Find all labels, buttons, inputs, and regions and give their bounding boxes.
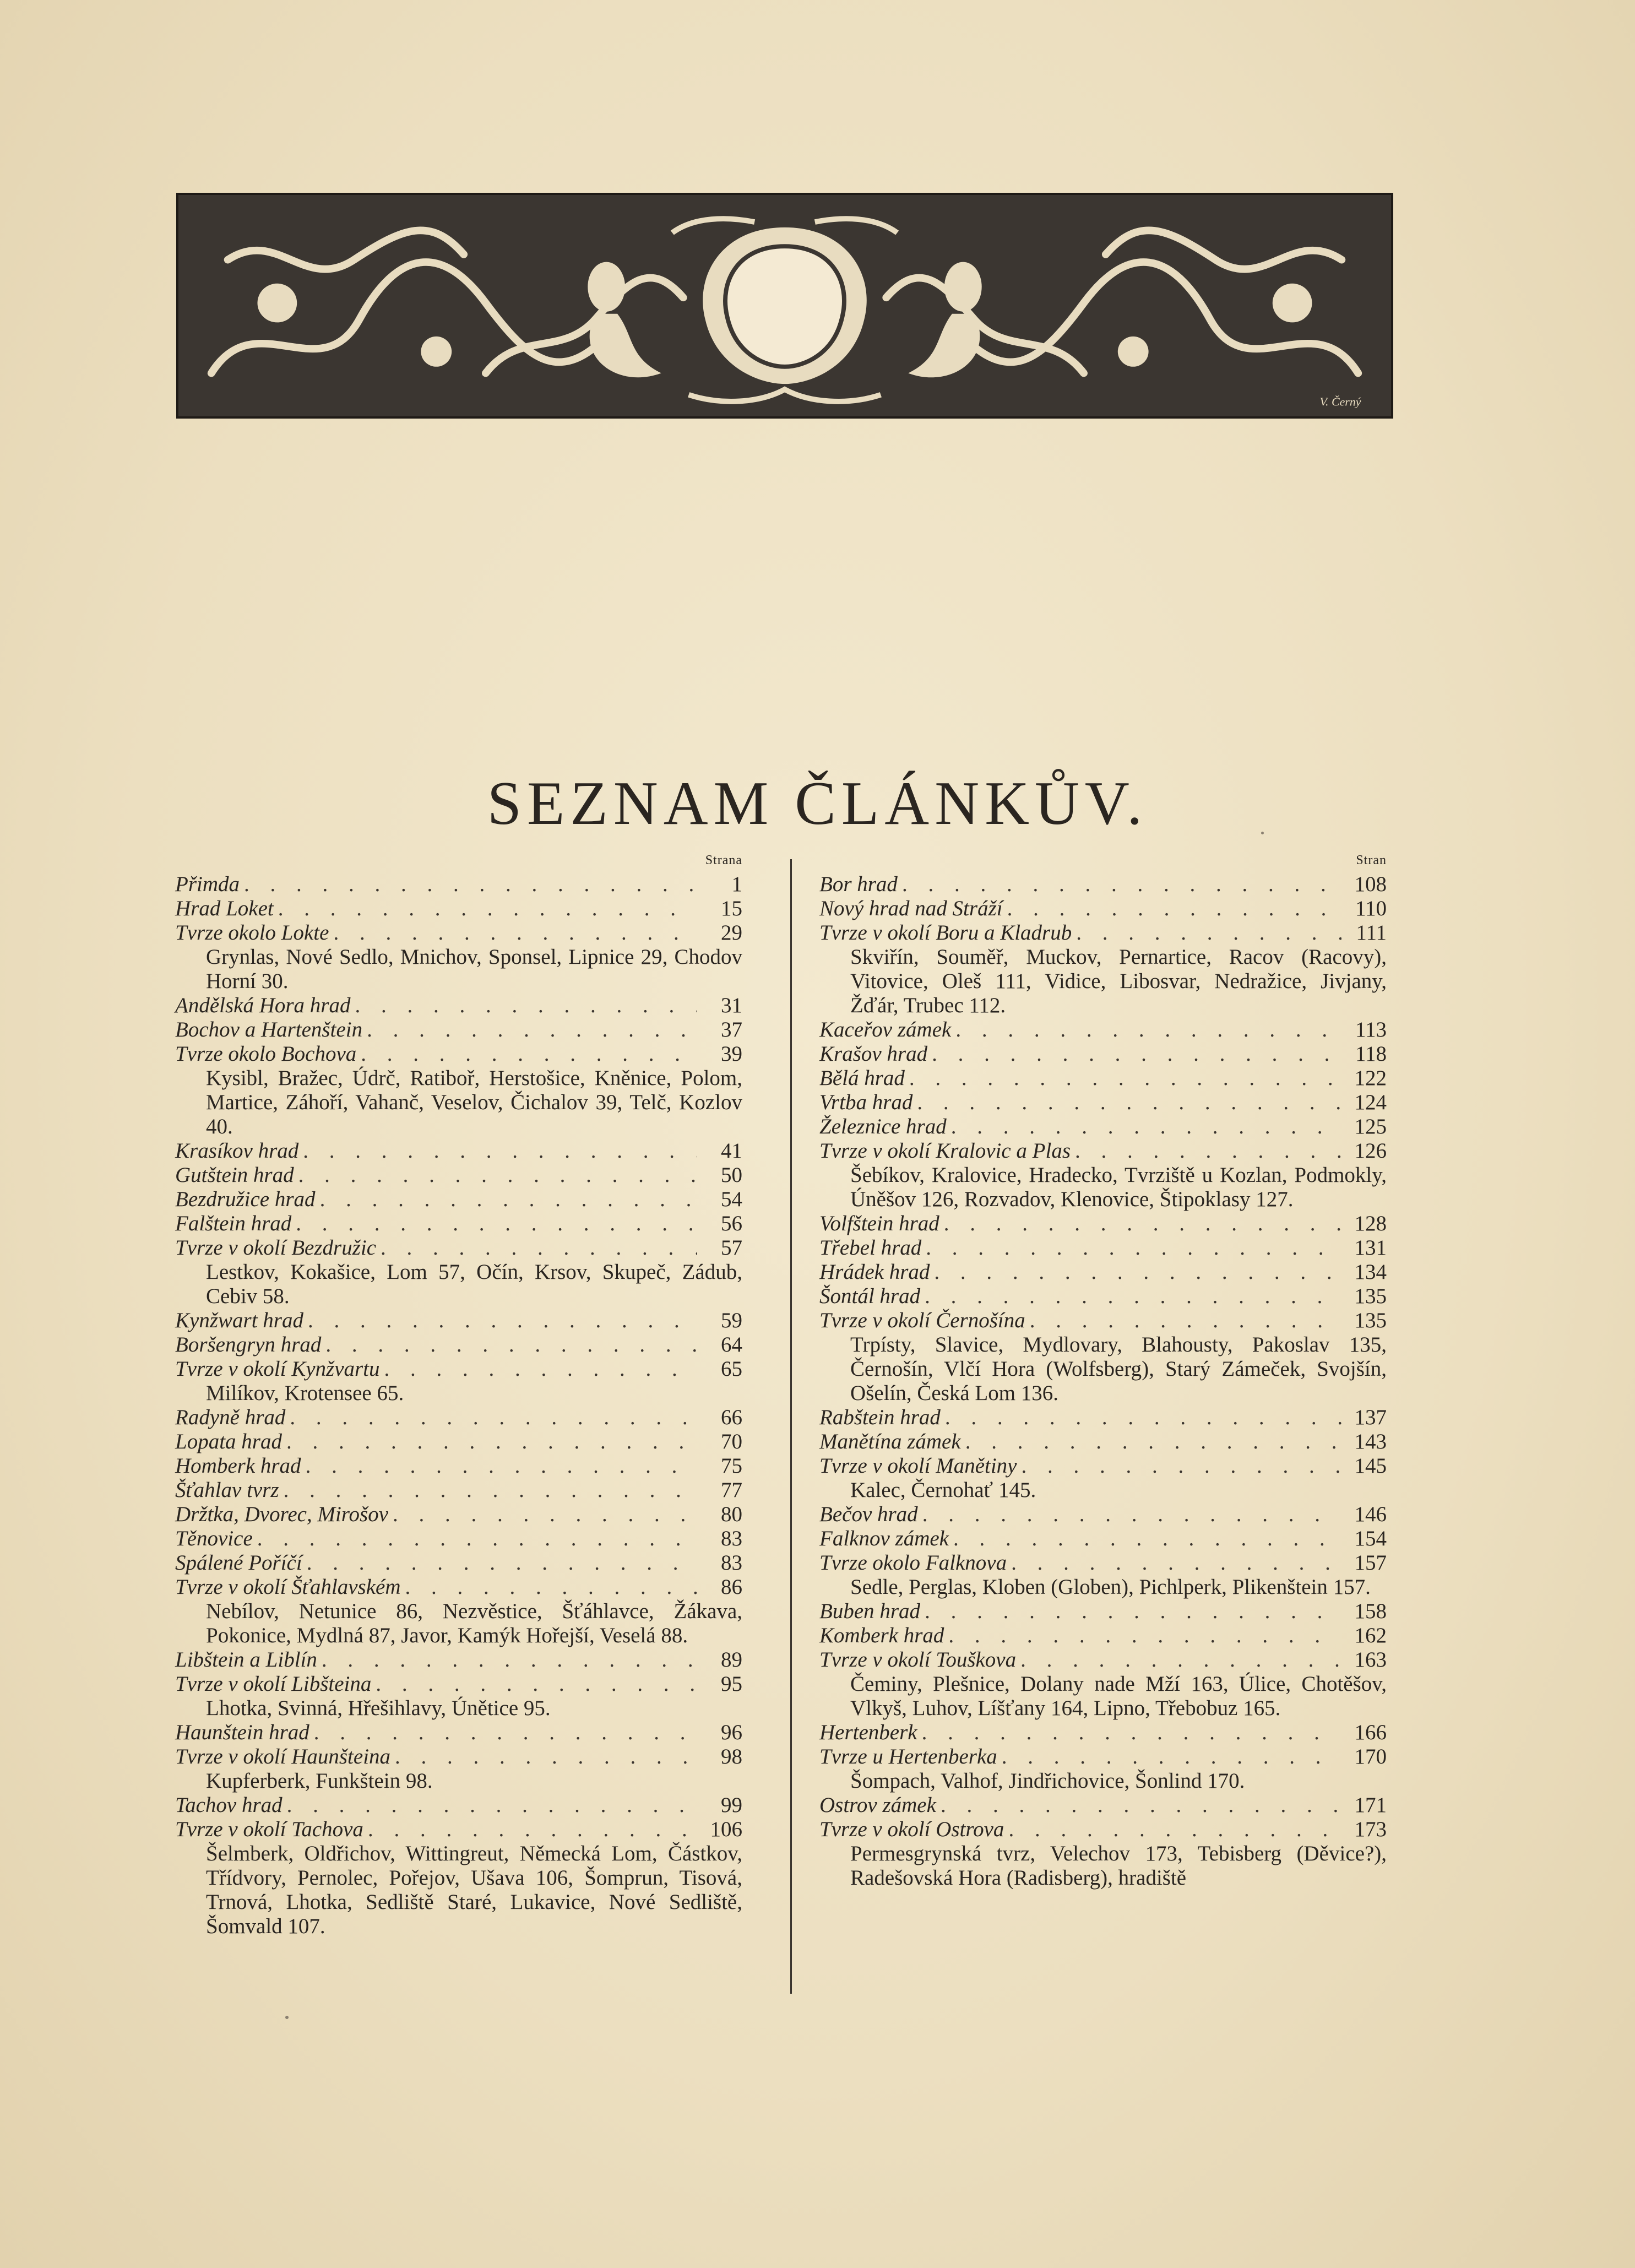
dot-leader — [953, 1527, 1341, 1551]
toc-entry — [175, 1212, 742, 1236]
page-title: SEZNAM ČLÁNKŮV. — [487, 769, 1148, 838]
toc-entry — [175, 897, 742, 921]
dot-leader — [951, 1115, 1341, 1139]
entry-page-number: 15 — [721, 897, 742, 920]
entry-page-number: 106 — [710, 1817, 742, 1841]
dot-leader — [308, 1309, 697, 1333]
toc-entry — [819, 1745, 1387, 1769]
toc-entry — [819, 1527, 1387, 1551]
entry-sublist: Šelmberk, Oldřichov, Wittingreut, Německá Lom, Částkov, Třídvory, Pernolec, Pořejov, Ušava 106, Šomprun, Tisová, Trnová, Lhotka, Sedliště Staré, Lukavice, Nové Sedliště, Šomvald 107. — [206, 1842, 742, 1938]
entry-title: Tvrze okolo Bochova — [175, 1042, 357, 1066]
entry-page-number: 154 — [1354, 1527, 1387, 1550]
toc-entry — [175, 1139, 742, 1163]
entry-sublist: Kysibl, Bražec, Údrč, Ratiboř, Herstošice, Kněnice, Polom, Martice, Záhoří, Vahanč, Veselov, Čichalov 39, Telč, Kozlov 40. — [206, 1066, 742, 1138]
entry-page-number: 146 — [1354, 1502, 1387, 1526]
dot-leader — [290, 1406, 697, 1430]
toc-entry — [175, 1502, 742, 1527]
entry-title: Manětína zámek — [819, 1430, 961, 1453]
dot-leader — [381, 1236, 697, 1260]
entry-page-number: 125 — [1354, 1115, 1387, 1138]
dot-leader — [925, 1284, 1341, 1309]
entry-page-number: 171 — [1354, 1793, 1387, 1817]
entry-title: Tvrze v okolí Touškova — [819, 1648, 1017, 1672]
entry-title: Hrádek hrad — [819, 1260, 930, 1284]
toc-entry — [175, 1309, 742, 1333]
entry-page-number: 37 — [721, 1018, 742, 1041]
toc-entry — [175, 1454, 742, 1478]
ornament-icon — [178, 195, 1391, 416]
dot-leader — [1002, 1745, 1341, 1769]
entry-page-number: 41 — [721, 1139, 742, 1163]
toc-entry — [819, 872, 1387, 897]
column-header: Stran — [1356, 853, 1387, 867]
entry-title: Kynžwart hrad — [175, 1309, 303, 1332]
entry-title: Bělá hrad — [819, 1066, 905, 1090]
toc-entry — [819, 897, 1387, 921]
entry-page-number: 64 — [721, 1333, 742, 1357]
entry-page-number: 157 — [1354, 1551, 1387, 1575]
toc-entry — [819, 1115, 1387, 1139]
toc-entry — [175, 1527, 742, 1551]
entry-title: Tvrze v okolí Kynžvartu — [175, 1357, 380, 1381]
entry-title: Spálené Poříčí — [175, 1551, 302, 1575]
entry-title: Homberk hrad — [175, 1454, 301, 1478]
dot-leader — [286, 1430, 697, 1454]
dot-leader — [1011, 1551, 1341, 1575]
dot-leader — [367, 1018, 697, 1042]
toc-entry — [819, 1260, 1387, 1284]
dot-leader — [368, 1817, 697, 1842]
dot-leader — [1007, 897, 1341, 921]
entry-page-number: 57 — [721, 1236, 742, 1260]
entry-page-number: 145 — [1354, 1454, 1387, 1478]
dot-leader — [361, 1042, 697, 1066]
entry-page-number: 118 — [1355, 1042, 1387, 1066]
toc-entry — [819, 1284, 1387, 1309]
toc-entry — [175, 1430, 742, 1454]
dot-leader — [325, 1333, 697, 1357]
dot-leader — [948, 1624, 1341, 1648]
entry-page-number: 99 — [721, 1793, 742, 1817]
dot-leader — [932, 1042, 1341, 1066]
entry-title: Lopata hrad — [175, 1430, 282, 1453]
entry-title: Tvrze v okolí Manětiny — [819, 1454, 1017, 1478]
toc-entry — [175, 1163, 742, 1187]
entry-title: Rabštein hrad — [819, 1406, 941, 1429]
entry-page-number: 83 — [721, 1551, 742, 1575]
entry-title: Haunštein hrad — [175, 1721, 309, 1744]
toc-entry — [819, 1236, 1387, 1260]
dot-leader — [244, 872, 697, 897]
dot-leader — [941, 1793, 1341, 1817]
dot-leader — [296, 1212, 697, 1236]
entry-page-number: 173 — [1354, 1817, 1387, 1841]
toc-column-left — [175, 848, 742, 1939]
dot-leader — [1021, 1454, 1341, 1478]
entry-page-number: 66 — [721, 1406, 742, 1429]
entry-title: Falštein hrad — [175, 1212, 292, 1235]
toc-entry — [819, 1430, 1387, 1454]
entry-title: Hertenberk — [819, 1721, 917, 1744]
entry-sublist: Čeminy, Plešnice, Dolany nade Mží 163, Úlice, Chotěšov, Vlkyš, Luhov, Líšťany 164, Lipno, Třebobuz 165. — [850, 1672, 1387, 1720]
entry-title: Bečov hrad — [819, 1502, 918, 1526]
entry-page-number: 158 — [1354, 1599, 1387, 1623]
toc-entry — [175, 1236, 742, 1260]
entry-page-number: 163 — [1354, 1648, 1387, 1672]
entry-page-number: 31 — [721, 994, 742, 1017]
column-header: Strana — [705, 853, 742, 867]
entry-title: Šontál hrad — [819, 1284, 921, 1308]
dot-leader — [284, 1478, 697, 1502]
toc-entry — [819, 1599, 1387, 1624]
dot-leader — [1076, 921, 1341, 945]
entry-page-number: 131 — [1354, 1236, 1387, 1260]
toc-entry — [819, 1406, 1387, 1430]
entry-title: Gutštein hrad — [175, 1163, 294, 1187]
toc-entry — [819, 1454, 1387, 1478]
toc-entry — [819, 1090, 1387, 1115]
entry-page-number: 56 — [721, 1212, 742, 1235]
entry-page-number: 110 — [1355, 897, 1387, 920]
toc-entry — [175, 1551, 742, 1575]
entry-sublist: Skviřín, Souměř, Muckov, Pernartice, Racov (Racovy), Vitovice, Oleš 111, Vidice, Libosvar, Nedražice, Jivjany, Žďár, Trubec 112. — [850, 945, 1387, 1017]
dot-leader — [926, 1236, 1341, 1260]
dot-leader — [257, 1527, 697, 1551]
entry-title: Volfštein hrad — [819, 1212, 939, 1235]
dot-leader — [955, 1018, 1341, 1042]
toc-entry — [175, 872, 742, 897]
entry-page-number: 1 — [731, 872, 742, 896]
dot-leader — [922, 1502, 1341, 1527]
entry-sublist: Lhotka, Svinná, Hřešihlavy, Únětice 95. — [206, 1696, 551, 1720]
dot-leader — [355, 994, 697, 1018]
dot-leader — [395, 1745, 697, 1769]
toc-entry — [819, 1817, 1387, 1842]
toc-entry — [175, 1018, 742, 1042]
dot-leader — [1020, 1648, 1341, 1672]
toc-entry — [819, 1018, 1387, 1042]
column-divider — [790, 859, 792, 1994]
entry-title: Kaceřov zámek — [819, 1018, 952, 1041]
entry-title: Buben hrad — [819, 1599, 921, 1623]
entry-title: Držtka, Dvorec, Mirošov — [175, 1502, 389, 1526]
page-speck — [285, 2016, 289, 2019]
entry-page-number: 83 — [721, 1527, 742, 1550]
entry-page-number: 77 — [721, 1478, 742, 1502]
toc-entry — [819, 1042, 1387, 1066]
entry-page-number: 70 — [721, 1430, 742, 1453]
dot-leader — [298, 1163, 697, 1187]
entry-page-number: 126 — [1354, 1139, 1387, 1163]
toc-entry — [175, 994, 742, 1018]
entry-sublist: Šebíkov, Kralovice, Hradecko, Tvrziště u Kozlan, Podmokly, Úněšov 126, Rozvadov, Klenovice, Štipoklasy 127. — [850, 1163, 1387, 1211]
page-speck — [1261, 832, 1264, 834]
entry-page-number: 134 — [1354, 1260, 1387, 1284]
entry-page-number: 166 — [1354, 1721, 1387, 1744]
entry-title: Tvrze v okolí Boru a Kladrub — [819, 921, 1072, 945]
entry-title: Třebel hrad — [819, 1236, 922, 1260]
toc-entry — [175, 1187, 742, 1212]
dot-leader — [902, 872, 1341, 897]
entry-title: Komberk hrad — [819, 1624, 944, 1647]
entry-sublist: Nebílov, Netunice 86, Nezvěstice, Šťáhlavce, Žákava, Pokonice, Mydlná 87, Javor, Kamýk Hořejší, Veselá 88. — [206, 1599, 742, 1647]
toc-entry — [819, 1309, 1387, 1333]
entry-sublist: Lestkov, Kokašice, Lom 57, Očín, Krsov, Skupeč, Zádub, Cebiv 58. — [206, 1260, 742, 1308]
entry-page-number: 89 — [721, 1648, 742, 1672]
toc-entry — [175, 1648, 742, 1672]
dot-leader — [306, 1454, 697, 1478]
entry-page-number: 124 — [1354, 1090, 1387, 1114]
entry-page-number: 65 — [721, 1357, 742, 1381]
artist-signature: V. Černý — [1319, 395, 1361, 409]
ornamental-headpiece — [176, 193, 1393, 419]
entry-page-number: 80 — [721, 1502, 742, 1526]
toc-entry — [819, 1793, 1387, 1817]
entry-title: Tvrze u Hertenberka — [819, 1745, 997, 1768]
entry-title: Hrad Loket — [175, 897, 274, 920]
entry-page-number: 96 — [721, 1721, 742, 1744]
dot-leader — [307, 1551, 697, 1575]
entry-title: Ostrov zámek — [819, 1793, 936, 1817]
dot-leader — [384, 1357, 697, 1381]
dot-leader — [376, 1672, 697, 1696]
entry-title: Bezdružice hrad — [175, 1187, 316, 1211]
toc-entry — [175, 1793, 742, 1817]
entry-page-number: 98 — [721, 1745, 742, 1768]
entry-page-number: 50 — [721, 1163, 742, 1187]
entry-page-number: 29 — [721, 921, 742, 945]
dot-leader — [278, 897, 697, 921]
entry-title: Tvrze v okolí Haunšteina — [175, 1745, 391, 1768]
toc-entry — [819, 1502, 1387, 1527]
entry-page-number: 86 — [721, 1575, 742, 1599]
toc-entry — [819, 1212, 1387, 1236]
dot-leader — [320, 1187, 697, 1212]
entry-page-number: 170 — [1354, 1745, 1387, 1768]
entry-title: Tvrze v okolí Tachova — [175, 1817, 363, 1841]
entry-title: Přimda — [175, 872, 240, 896]
dot-leader — [303, 1139, 697, 1163]
entry-title: Tachov hrad — [175, 1793, 283, 1817]
entry-page-number: 75 — [721, 1454, 742, 1478]
toc-entry — [819, 921, 1387, 945]
toc-entry — [819, 1721, 1387, 1745]
entry-page-number: 95 — [721, 1672, 742, 1696]
entry-sublist: Grynlas, Nové Sedlo, Mnichov, Sponsel, Lipnice 29, Chodov Horní 30. — [206, 945, 742, 993]
entry-sublist: Kalec, Černohať 145. — [850, 1478, 1036, 1502]
dot-leader — [333, 921, 697, 945]
dot-leader — [322, 1648, 697, 1672]
entry-sublist: Šompach, Valhof, Jindřichovice, Šonlind 170. — [850, 1769, 1245, 1793]
toc-entry — [175, 1817, 742, 1842]
entry-title: Andělská Hora hrad — [175, 994, 351, 1017]
entry-title: Tvrze okolo Lokte — [175, 921, 329, 945]
entry-page-number: 135 — [1354, 1284, 1387, 1308]
toc-entry — [175, 1575, 742, 1599]
dot-leader — [945, 1406, 1341, 1430]
dot-leader — [1008, 1817, 1341, 1842]
entry-sublist: Trpísty, Slavice, Mydlovary, Blahousty, Pakoslav 135, Černošín, Vlčí Hora (Wolfsberg), Starý Zámeček, Svojšín, Ošelín, Česká Lom 136. — [850, 1333, 1387, 1405]
dot-leader — [405, 1575, 698, 1599]
toc-column-right — [819, 848, 1387, 1890]
entry-title: Tvrze v okolí Kralovic a Plas — [819, 1139, 1071, 1163]
entry-page-number: 162 — [1354, 1624, 1387, 1647]
entry-title: Šťahlav tvrz — [175, 1478, 279, 1502]
entry-sublist: Kupferberk, Funkštein 98. — [206, 1769, 433, 1793]
entry-page-number: 128 — [1354, 1212, 1387, 1235]
entry-page-number: 113 — [1355, 1018, 1387, 1041]
toc-entry — [819, 1648, 1387, 1672]
entry-title: Krasíkov hrad — [175, 1139, 299, 1163]
dot-leader — [965, 1430, 1341, 1454]
entry-page-number: 54 — [721, 1187, 742, 1211]
entry-page-number: 111 — [1356, 921, 1387, 945]
entry-sublist: Permesgrynská tvrz, Velechov 173, Tebisberg (Děvice?), Radešovská Hora (Radisberg), hradiště — [850, 1842, 1387, 1890]
toc-entry — [175, 1333, 742, 1357]
entry-title: Libštein a Liblín — [175, 1648, 317, 1672]
entry-title: Krašov hrad — [819, 1042, 928, 1066]
toc-entry — [175, 1721, 742, 1745]
dot-leader — [944, 1212, 1341, 1236]
entry-title: Tvrze v okolí Šťahlavském — [175, 1575, 401, 1599]
dot-leader — [909, 1066, 1341, 1090]
entry-title: Tvrze v okolí Černošína — [819, 1309, 1025, 1332]
toc-entry — [175, 1672, 742, 1696]
entry-title: Bor hrad — [819, 872, 898, 896]
toc-entry — [175, 1478, 742, 1502]
dot-leader — [314, 1721, 697, 1745]
entry-title: Tvrze v okolí Bezdružic — [175, 1236, 377, 1260]
toc-entry — [819, 1551, 1387, 1575]
entry-page-number: 108 — [1354, 872, 1387, 896]
entry-title: Tvrze v okolí Ostrova — [819, 1817, 1004, 1841]
entry-title: Falknov zámek — [819, 1527, 949, 1550]
toc-entry — [175, 921, 742, 945]
toc-entry — [819, 1066, 1387, 1090]
toc-entry — [175, 1042, 742, 1066]
entry-page-number: 122 — [1354, 1066, 1387, 1090]
toc-entry — [175, 1357, 742, 1381]
entry-page-number: 39 — [721, 1042, 742, 1066]
dot-leader — [393, 1502, 697, 1527]
dot-leader — [1030, 1309, 1341, 1333]
dot-leader — [922, 1721, 1341, 1745]
entry-title: Těnovice — [175, 1527, 253, 1550]
entry-page-number: 143 — [1354, 1430, 1387, 1453]
toc-entry — [175, 1406, 742, 1430]
toc-entry — [819, 1624, 1387, 1648]
entry-title: Boršengryn hrad — [175, 1333, 322, 1357]
entry-title: Nový hrad nad Stráží — [819, 897, 1003, 920]
dot-leader — [287, 1793, 697, 1817]
entry-page-number: 59 — [721, 1309, 742, 1332]
entry-sublist: Milíkov, Krotensee 65. — [206, 1381, 404, 1405]
dot-leader — [1075, 1139, 1341, 1163]
dot-leader — [917, 1090, 1341, 1115]
entry-title: Vrtba hrad — [819, 1090, 913, 1114]
entry-page-number: 135 — [1354, 1309, 1387, 1332]
entry-page-number: 137 — [1354, 1406, 1387, 1429]
entry-title: Radyně hrad — [175, 1406, 286, 1429]
dot-leader — [925, 1599, 1341, 1624]
entry-sublist: Sedle, Perglas, Kloben (Globen), Pichlperk, Plikenštein 157. — [850, 1575, 1371, 1599]
entry-title: Tvrze v okolí Libšteina — [175, 1672, 372, 1696]
toc-entry — [175, 1745, 742, 1769]
entry-title: Bochov a Hartenštein — [175, 1018, 363, 1041]
entry-title: Tvrze okolo Falknova — [819, 1551, 1007, 1575]
toc-entry — [819, 1139, 1387, 1163]
dot-leader — [934, 1260, 1341, 1284]
entry-title: Železnice hrad — [819, 1115, 947, 1138]
